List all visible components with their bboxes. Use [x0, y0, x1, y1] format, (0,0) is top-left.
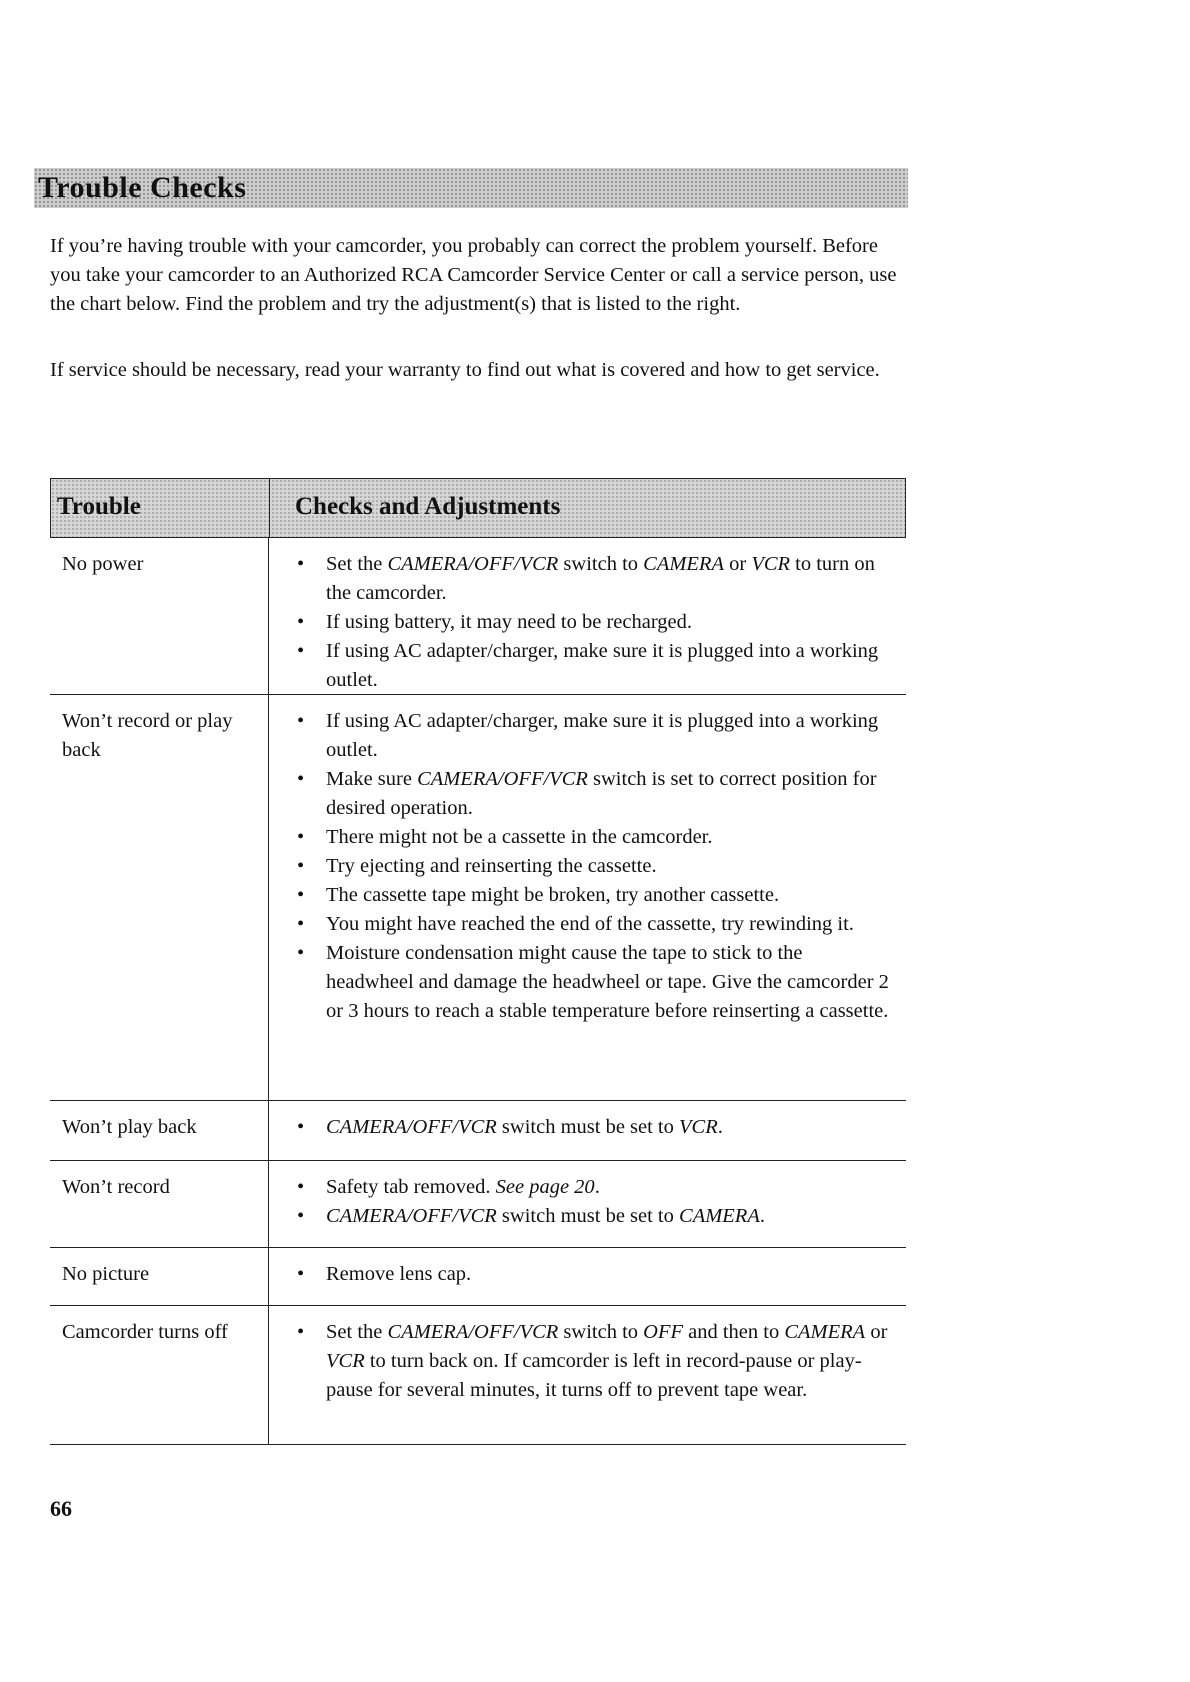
check-item: • You might have reached the end of the cassette, try rewinding it.: [295, 910, 895, 939]
trouble-cell: Won’t record: [62, 1176, 170, 1198]
table-header: [50, 478, 906, 538]
checks-cell: [295, 1173, 895, 1231]
check-item: • Moisture condensation might cause the tape to stick to the headwheel and damage the headwheel or tape. Give the camcorder 2 or 3 hours to reach a stable temperature before reinserting a cassette.: [295, 939, 895, 1026]
table-row: [50, 538, 906, 695]
check-item: • Safety tab removed. See page 20.: [295, 1173, 895, 1202]
column-header-trouble: Trouble: [57, 493, 141, 520]
table-row: [50, 695, 906, 1101]
checks-cell: [295, 1318, 895, 1405]
section-banner: [34, 168, 908, 208]
trouble-cell: No power: [62, 553, 144, 575]
trouble-cell: Camcorder turns off: [62, 1321, 228, 1343]
check-item: • Remove lens cap.: [295, 1260, 895, 1289]
check-item: • Make sure CAMERA/OFF/VCR switch is set to correct position for desired operation.: [295, 765, 895, 823]
check-item: • Set the CAMERA/OFF/VCR switch to OFF and then to CAMERA or VCR to turn back on. If camcorder is left in record-pause or play-pause for several minutes, it turns off to prevent tape wear.: [295, 1318, 895, 1405]
check-item: • CAMERA/OFF/VCR switch must be set to VCR.: [295, 1113, 895, 1142]
check-item: • Try ejecting and reinserting the cassette.: [295, 852, 895, 881]
checks-cell: [295, 550, 895, 695]
check-item: • If using AC adapter/charger, make sure it is plugged into a working outlet.: [295, 707, 895, 765]
intro-text-2: If service should be necessary, read your warranty to find out what is covered and how to get service.: [50, 359, 880, 381]
page-title: Trouble Checks: [38, 171, 247, 204]
intro-paragraph-2: [50, 356, 910, 385]
column-header-checks: Checks and Adjustments: [295, 493, 561, 520]
table-row: [50, 1101, 906, 1161]
trouble-cell: No picture: [62, 1263, 150, 1285]
check-item: • If using battery, it may need to be recharged.: [295, 608, 895, 637]
trouble-table: [50, 478, 906, 1445]
check-item: • Set the CAMERA/OFF/VCR switch to CAMERA or VCR to turn on the camcorder.: [295, 550, 895, 608]
checks-cell: [295, 1113, 895, 1142]
trouble-cell: Won’t record or play back: [62, 710, 233, 761]
table-row: [50, 1306, 906, 1445]
intro-paragraph-1: [50, 232, 910, 319]
checks-cell: [295, 707, 895, 1026]
table-row: [50, 1161, 906, 1248]
intro-text-1: If you’re having trouble with your camcorder, you probably can correct the problem yourself. Before you take your camcorder to an Authorized RCA Camcorder Service Center or call a service person, use the chart below. Find the problem and try the adjustment(s) that is listed to the right.: [50, 235, 897, 315]
page-number: 66: [50, 1496, 72, 1521]
check-item: • If using AC adapter/charger, make sure it is plugged into a working outlet.: [295, 637, 895, 695]
checks-cell: [295, 1260, 895, 1289]
table-row: [50, 1248, 906, 1306]
check-item: • The cassette tape might be broken, try another cassette.: [295, 881, 895, 910]
check-item: • CAMERA/OFF/VCR switch must be set to CAMERA.: [295, 1202, 895, 1231]
trouble-cell: Won’t play back: [62, 1116, 197, 1138]
check-item: • There might not be a cassette in the camcorder.: [295, 823, 895, 852]
